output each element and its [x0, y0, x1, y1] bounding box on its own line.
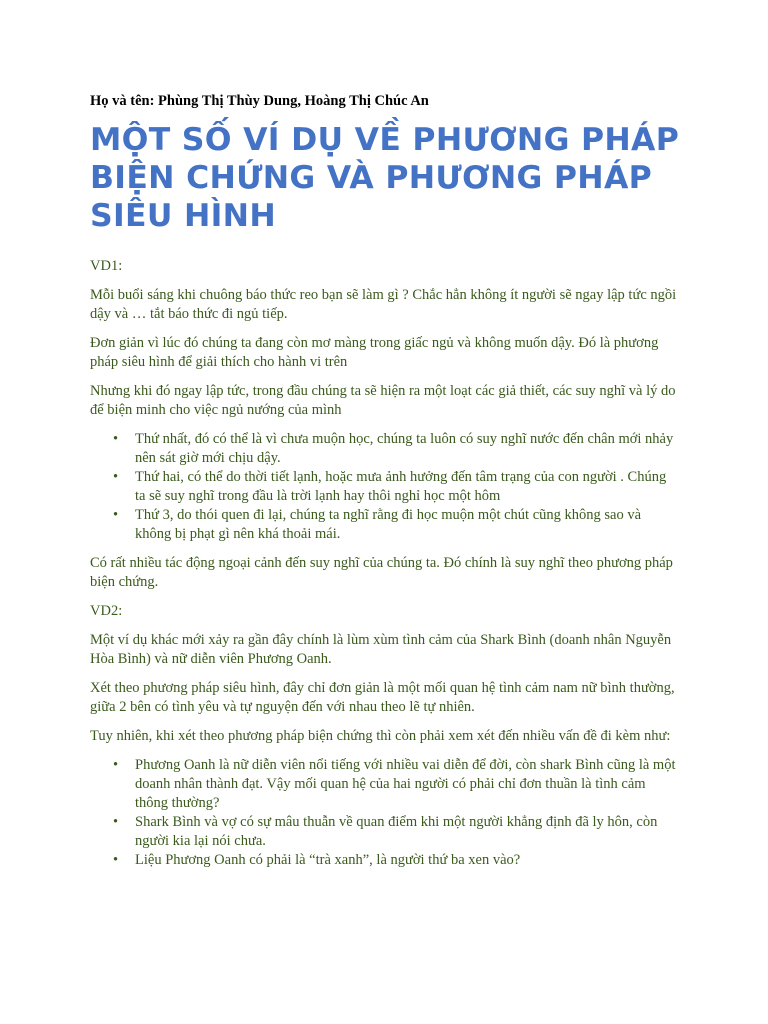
- document-page: [90, 92, 680, 880]
- vd2-paragraph-2: Xét theo phương pháp siêu hình, đây chỉ đơn giản là một mối quan hệ tình cảm nam nữ bình thường, giữa 2 bên có tình yêu và tự nguyện đến với nhau theo lẽ tự nhiên.: [90, 680, 675, 715]
- list-item-text: Phương Oanh là nữ diễn viên nổi tiếng với nhiều vai diễn để đời, còn shark Bình cũng là một doanh nhân thành đạt. Vậy mối quan hệ của hai người có phải chỉ đơn thuần là tình cảm thông thường?: [135, 757, 676, 811]
- list-item-text: Thứ nhất, đó có thể là vì chưa muộn học, chúng ta luôn có suy nghĩ nước đến chân mới nhảy nên sát giờ mới chịu dậy.: [135, 431, 674, 466]
- list-item: [113, 468, 680, 506]
- vd2-label: VD2:: [90, 603, 123, 619]
- list-item: [113, 756, 680, 813]
- bullet-icon: •: [113, 814, 119, 830]
- vd1-bullet-list: [90, 430, 680, 544]
- bullet-icon: •: [113, 507, 119, 523]
- vd1-label: VD1:: [90, 258, 123, 274]
- bullet-icon: •: [113, 852, 119, 868]
- bullet-icon: •: [113, 757, 119, 773]
- document-title: MỘT SỐ VÍ DỤ VỀ PHƯƠNG PHÁP BIỆN CHỨNG VÀ PHƯƠNG PHÁP SIÊU HÌNH: [90, 122, 680, 234]
- bullet-icon: •: [113, 469, 119, 485]
- list-item-text: Thứ hai, có thể do thời tiết lạnh, hoặc mưa ảnh hưởng đến tâm trạng của con người . Chúng ta sẽ suy nghĩ trong đầu là trời lạnh hay thôi nghỉ học một hôm: [135, 469, 667, 504]
- list-item: [113, 813, 680, 851]
- vd2-paragraph-1: Một ví dụ khác mới xảy ra gần đây chính là lùm xùm tình cảm của Shark Bình (doanh nhân Nguyễn Hòa Bình) và nữ diễn viên Phương Oanh.: [90, 632, 672, 667]
- vd1-paragraph-2: Đơn giản vì lúc đó chúng ta đang còn mơ màng trong giấc ngủ và không muốn dậy. Đó là phương pháp siêu hình để giải thích cho hành vi trên: [90, 335, 659, 370]
- list-item: [113, 430, 680, 468]
- vd2-bullet-list: [90, 756, 680, 870]
- vd1-paragraph-3: Nhưng khi đó ngay lập tức, trong đầu chúng ta sẽ hiện ra một loạt các giả thiết, các suy nghĩ và lý do để biện minh cho việc ngủ nướng của mình: [90, 383, 676, 418]
- vd2-paragraph-3: Tuy nhiên, khi xét theo phương pháp biện chứng thì còn phải xem xét đến nhiều vấn đề đi kèm như:: [90, 728, 671, 744]
- authors-line: Họ và tên: Phùng Thị Thùy Dung, Hoàng Thị Chúc An: [90, 93, 429, 109]
- list-item-text: Thứ 3, do thói quen đi lại, chúng ta nghĩ rằng đi học muộn một chút cũng không sao và không bị phạt gì nên khá thoải mái.: [135, 507, 642, 542]
- vd1-paragraph-1: Mỗi buổi sáng khi chuông báo thức reo bạn sẽ làm gì ? Chắc hẳn không ít người sẽ ngay lập tức ngồi dậy và … tắt báo thức đi ngủ tiếp.: [90, 287, 677, 322]
- list-item: [113, 506, 680, 544]
- bullet-icon: •: [113, 431, 119, 447]
- list-item-text: Shark Bình và vợ có sự mâu thuẫn về quan điểm khi một người khẳng định đã ly hôn, còn người kia lại nói chưa.: [135, 814, 658, 849]
- vd1-paragraph-4: Có rất nhiều tác động ngoại cảnh đến suy nghĩ của chúng ta. Đó chính là suy nghĩ theo phương pháp biện chứng.: [90, 555, 673, 590]
- list-item: [113, 851, 680, 870]
- list-item-text: Liệu Phương Oanh có phải là “trà xanh”, là người thứ ba xen vào?: [135, 852, 521, 868]
